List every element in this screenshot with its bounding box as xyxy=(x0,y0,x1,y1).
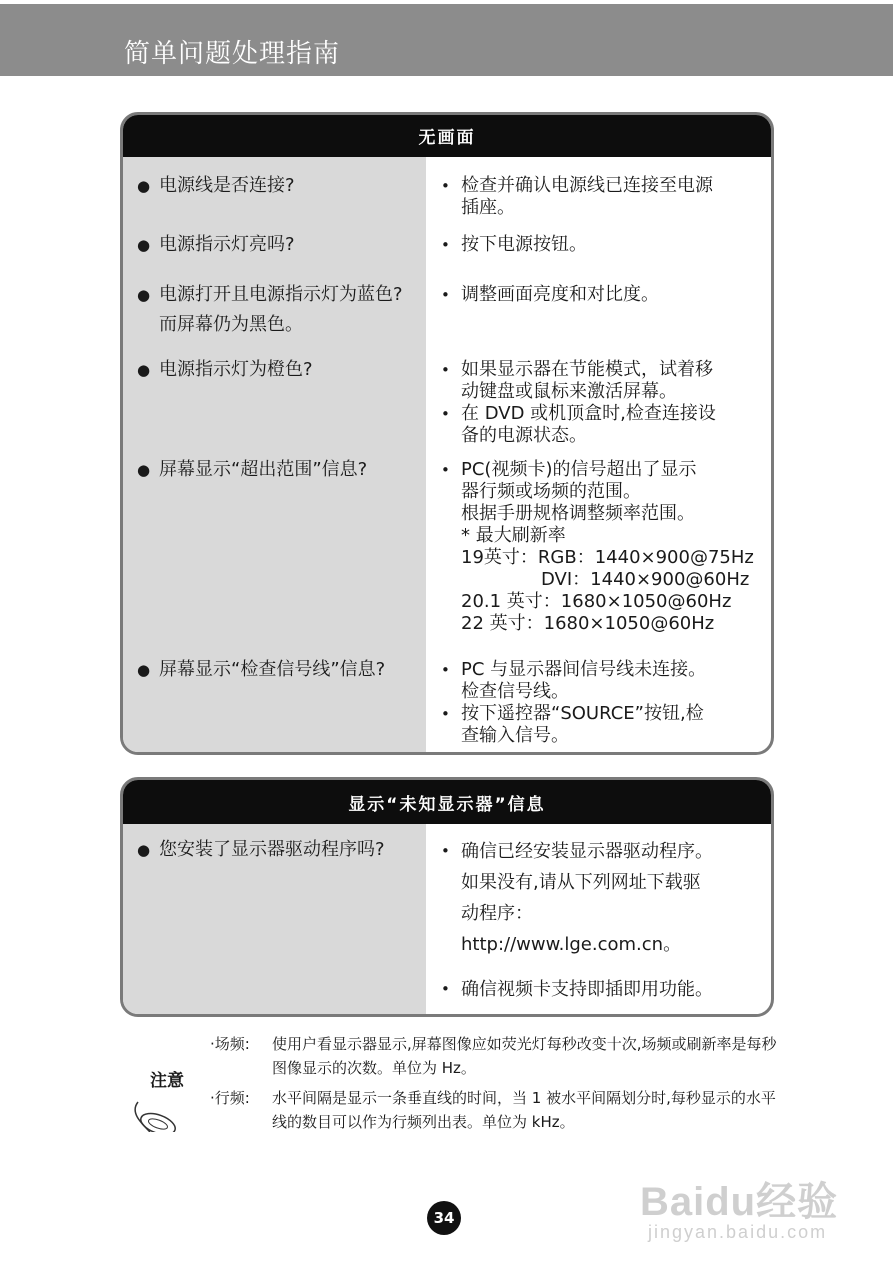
answer-line: 19英寸：RGB：1440×900@75Hz xyxy=(461,547,754,568)
bullet-icon: • xyxy=(441,661,450,679)
question-text: 电源线是否连接? xyxy=(159,175,295,196)
question-text: 您安装了显示器驱动程序吗? xyxy=(159,839,385,860)
answer-cell xyxy=(439,359,765,447)
panel-header: 显示“未知显示器”信息 xyxy=(123,780,771,824)
bullet-icon: • xyxy=(441,177,450,195)
answer-line: 根据手册规格调整频率范围。 xyxy=(461,503,695,524)
watermark-logo-text: Baidu经验 xyxy=(640,1180,839,1224)
answer-item xyxy=(439,175,765,219)
answer-line: 器行频或场频的范围。 xyxy=(461,481,641,502)
answer-line: * 最大刷新率 xyxy=(461,525,566,546)
panel-no-picture xyxy=(120,112,774,755)
answer-line: PC(视频卡)的信号超出了显示 xyxy=(461,459,697,480)
panel-header: 无画面 xyxy=(123,115,771,157)
bullet-icon: • xyxy=(441,461,450,479)
question-text: 屏幕显示“检查信号线”信息? xyxy=(159,659,386,680)
answer-cell xyxy=(439,284,765,306)
answer-item xyxy=(439,284,765,306)
watermark-url: jingyan.baidu.com xyxy=(648,1222,828,1242)
note-text: 水平间隔是显示一条垂直线的时间，当 1 被水平间隔划分时,每秒显示的水平线的数目可以作为行频列出表。单位为 kHz。 xyxy=(272,1089,776,1131)
answer-item xyxy=(439,703,765,747)
bullet-icon: • xyxy=(441,361,450,379)
answer-line: 确信已经安装显示器驱动程序。 xyxy=(461,841,713,862)
bullet-icon: ● xyxy=(137,461,151,479)
note-text: 使用户看显示器显示,屏幕图像应如荧光灯每秒改变十次,场频或刷新率是每秒图像显示的次数。单位为 Hz。 xyxy=(272,1035,777,1077)
question-text: 屏幕显示“超出范围”信息? xyxy=(159,459,368,480)
answer-item xyxy=(439,359,765,403)
note-term: ·场频: xyxy=(210,1035,250,1053)
note-entry xyxy=(210,1032,780,1080)
answer-line: 调整画面亮度和对比度。 xyxy=(461,284,659,305)
bullet-icon: • xyxy=(441,405,450,423)
answer-item xyxy=(439,459,765,635)
note-term: ·行频: xyxy=(210,1089,250,1107)
answer-line: 在 DVD 或机顶盒时,检查连接设 xyxy=(461,403,716,424)
answer-item xyxy=(439,659,765,703)
answer-cell xyxy=(439,234,765,256)
page-number: 34 xyxy=(427,1201,461,1235)
note-entry xyxy=(210,1086,780,1134)
answer-line: 动键盘或鼠标来激活屏幕。 xyxy=(461,381,677,402)
answer-line: 按下遥控器“SOURCE”按钮,检 xyxy=(461,703,704,724)
question-text: 电源打开且电源指示灯为蓝色?而屏幕仍为黑色。 xyxy=(159,284,403,335)
panel-body xyxy=(123,824,771,1014)
answer-item xyxy=(439,403,765,447)
note-label: 注意 xyxy=(150,1071,184,1091)
question-text: 电源指示灯亮吗? xyxy=(159,234,295,255)
bullet-icon: • xyxy=(441,842,450,860)
bullet-icon: • xyxy=(441,286,450,304)
answer-item xyxy=(439,974,765,1005)
answer-line: 如果没有,请从下列网址下载驱 xyxy=(461,872,701,893)
answer-line: 22 英寸：1680×1050@60Hz xyxy=(461,613,715,634)
answer-line: 按下电源按钮。 xyxy=(461,234,587,255)
panel-unknown-monitor xyxy=(120,777,774,1017)
answer-cell xyxy=(439,459,765,635)
answer-line: PC 与显示器间信号线未连接。 xyxy=(461,659,707,680)
bullet-icon: ● xyxy=(137,841,151,859)
answer-line: 备的电源状态。 xyxy=(461,425,587,446)
bullet-icon: • xyxy=(441,236,450,254)
bullet-icon: ● xyxy=(137,361,151,379)
answer-line: DVI：1440×900@60Hz xyxy=(541,569,750,590)
watermark xyxy=(640,1150,850,1250)
answer-cell xyxy=(439,659,765,747)
page-title: 简单问题处理指南 xyxy=(124,39,341,69)
answer-line: 检查并确认电源线已连接至电源 xyxy=(461,175,713,196)
answer-line: 确信视频卡支持即插即用功能。 xyxy=(461,979,713,1000)
answer-item xyxy=(439,836,765,960)
answer-line: 检查信号线。 xyxy=(461,681,569,702)
answer-line: 查输入信号。 xyxy=(461,725,569,746)
bullet-icon: • xyxy=(441,705,450,723)
panel-body xyxy=(123,157,771,752)
question-text: 电源指示灯为橙色? xyxy=(159,359,313,380)
answer-cell xyxy=(439,836,765,1005)
answer-item xyxy=(439,234,765,256)
answer-line: 动程序： xyxy=(461,903,533,924)
answer-line: 插座。 xyxy=(461,197,515,218)
bullet-icon: ● xyxy=(137,286,151,304)
download-url-link[interactable]: http://www.lge.com.cn。 xyxy=(461,934,682,955)
answer-line: 20.1 英寸：1680×1050@60Hz xyxy=(461,591,732,612)
answer-cell xyxy=(439,175,765,219)
bullet-icon: ● xyxy=(137,661,151,679)
bullet-icon: • xyxy=(441,980,450,998)
answer-line: 如果显示器在节能模式，试着移 xyxy=(461,359,713,380)
bullet-icon: ● xyxy=(137,236,151,254)
bullet-icon: ● xyxy=(137,177,151,195)
